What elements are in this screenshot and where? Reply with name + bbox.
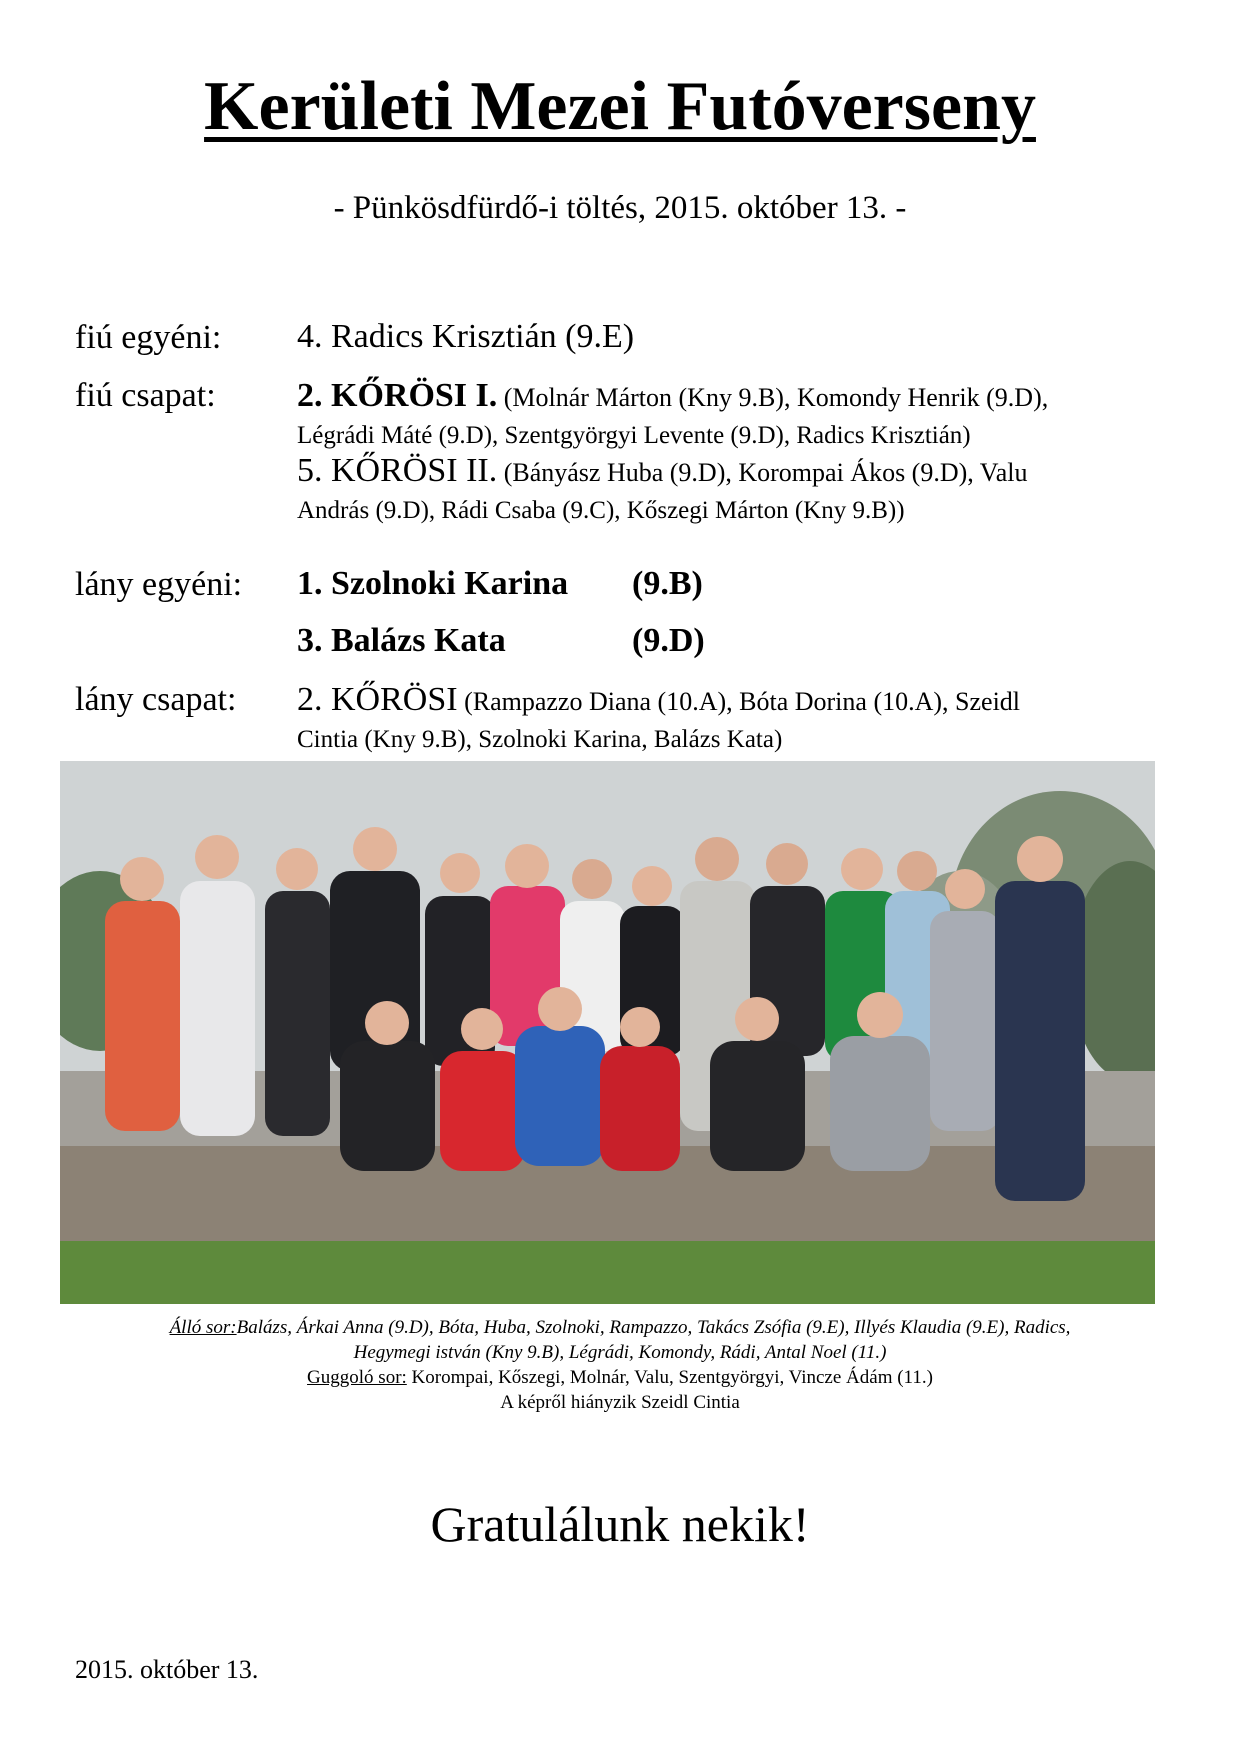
girls-individual-entry-2 bbox=[297, 622, 1157, 660]
caption-standing-text1: Balázs, Árkai Anna (9.D), Bóta, Huba, Szolnoki, Rampazzo, Takács Zsófia (9.E), Illyés Klaudia (9.E), Radics, bbox=[236, 1317, 1071, 1338]
boys-team-2-members-line1: (Bányász Huba (9.D), Korompai Ákos (9.D), Valu bbox=[503, 458, 1028, 487]
photo-caption bbox=[0, 1315, 1240, 1415]
girls-team bbox=[297, 680, 1157, 758]
caption-missing: A képről hiányzik Szeidl Cintia bbox=[500, 1392, 740, 1413]
caption-standing-label: Álló sor: bbox=[169, 1317, 237, 1338]
caption-crouching-text: Korompai, Kőszegi, Molnár, Valu, Szentgyörgyi, Vincze Ádám (11.) bbox=[411, 1367, 933, 1388]
boys-team-label: fiú csapat: bbox=[75, 377, 216, 414]
group-photo bbox=[60, 761, 1155, 1304]
girls-individual-entry-1 bbox=[297, 565, 1157, 603]
document-date: 2015. október 13. bbox=[75, 1655, 259, 1684]
boys-team-2-members-line2: András (9.D), Rádi Csaba (9.C), Kőszegi Márton (Kny 9.B)) bbox=[297, 497, 905, 524]
boys-team-1 bbox=[297, 376, 1157, 454]
boys-team-1-members-line1: (Molnár Márton (Kny 9.B), Komondy Henrik (9.D), bbox=[503, 383, 1049, 412]
boys-team-1-name: 2. KŐRÖSI I. bbox=[297, 377, 498, 414]
group-photo-illustration bbox=[60, 761, 1155, 1304]
girls-team-members-line2: Cintia (Kny 9.B), Szolnoki Karina, Balázs Kata) bbox=[297, 726, 783, 753]
girls-team-name: 2. KŐRÖSI bbox=[297, 681, 458, 718]
closing-message: Gratulálunk nekik! bbox=[430, 1496, 810, 1552]
event-subtitle: - Pünkösdfürdő-i töltés, 2015. október 13. - bbox=[333, 190, 907, 226]
boys-individual-label: fiú egyéni: bbox=[75, 319, 222, 356]
boys-team-2-name: 5. KŐRÖSI II. bbox=[297, 452, 498, 489]
boys-individual-entry: 4. Radics Krisztián (9.E) bbox=[297, 318, 635, 355]
caption-crouching-line bbox=[0, 1365, 1240, 1390]
page-title: Kerületi Mezei Futóverseny bbox=[204, 68, 1036, 145]
boys-team-1-members-line2: Légrádi Máté (9.D), Szentgyörgyi Levente (9.D), Radics Krisztián) bbox=[297, 422, 971, 449]
boys-team-2 bbox=[297, 451, 1157, 529]
girls-individual-class-1: (9.B) bbox=[632, 565, 703, 602]
girls-individual-name-2: 3. Balázs Kata bbox=[297, 622, 506, 659]
girls-individual-name-1: 1. Szolnoki Karina bbox=[297, 565, 569, 602]
girls-team-members-line1: (Rampazzo Diana (10.A), Bóta Dorina (10.A), Szeidl bbox=[464, 687, 1021, 716]
boys-individual-result bbox=[297, 318, 1157, 356]
girls-team-label: lány csapat: bbox=[75, 681, 237, 718]
caption-standing-line2: Hegymegi istván (Kny 9.B), Légrádi, Komondy, Rádi, Antal Noel (11.) bbox=[353, 1342, 887, 1363]
girls-individual-class-2: (9.D) bbox=[632, 622, 705, 659]
caption-crouching-label: Guggoló sor: bbox=[307, 1367, 407, 1388]
girls-individual-label: lány egyéni: bbox=[75, 566, 243, 603]
caption-standing-line1 bbox=[0, 1315, 1240, 1340]
